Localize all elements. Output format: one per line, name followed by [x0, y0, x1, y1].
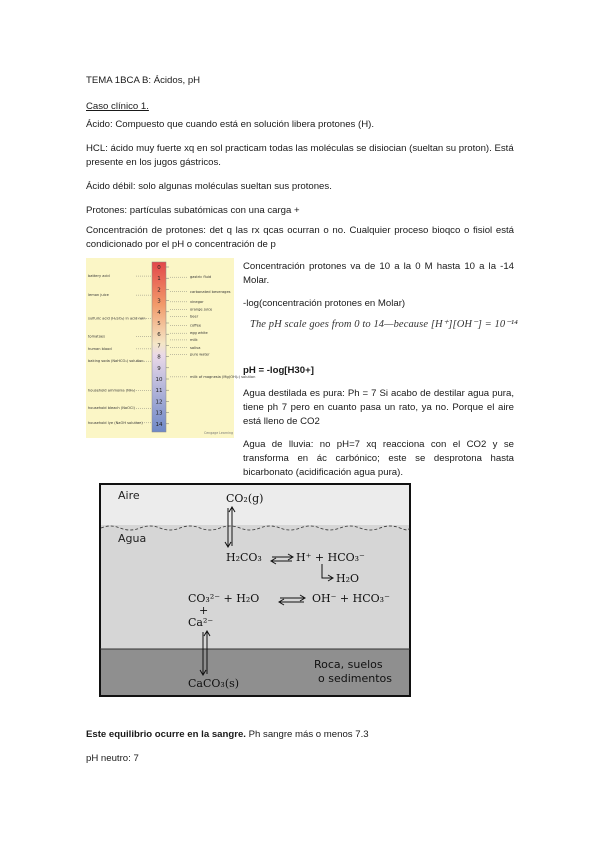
- ph-right-label: milk: [190, 337, 198, 342]
- ph-left-label: household bleach (NaOCl): [88, 406, 135, 411]
- ph-right-label: saliva: [190, 345, 201, 350]
- ph-left-label: lemon juice: [88, 293, 109, 298]
- ph-right-label: coffee: [190, 323, 202, 328]
- protons-paragraph: Protones: partículas subatómicas con una carga +: [86, 205, 300, 216]
- neutral-ph: pH neutro: 7: [86, 753, 139, 764]
- label-agua: Agua: [118, 532, 147, 545]
- ph-number: 10: [155, 377, 163, 383]
- label-sedimentos: o sedimentos: [318, 672, 392, 685]
- calcium-ion: Ca²⁻: [188, 616, 214, 629]
- ph-number: 8: [157, 354, 161, 361]
- weak-acid-paragraph: Ácido débil: solo algunas moléculas sueltan sus protones.: [86, 181, 332, 192]
- ph-left-label: sulfuric acid (H₂SO₄) in acid rain: [88, 316, 146, 321]
- ph-left-label: household ammonia (NH₃): [88, 388, 136, 393]
- ph-number: 9: [157, 365, 161, 372]
- ph-number: 4: [157, 309, 161, 316]
- blood-equilibrium-paragraph: Este equilibrio ocurre en la sangre. Ph sangre más o menos 7.3: [86, 729, 369, 740]
- ph-number: 2: [157, 287, 161, 294]
- ph-number: 7: [157, 343, 161, 350]
- rain-water-paragraph: Agua de lluvia: no pH=7 xq reacciona con el CO2 y se transforma en ác carbónico; este se desprotona hasta bicarbonato (acidificación agua pura).: [243, 439, 514, 478]
- ph-left-label: tomatoes: [88, 334, 106, 339]
- ph-number: 1: [157, 276, 161, 283]
- oh-hco3: OH⁻ + HCO₃⁻: [312, 592, 390, 605]
- ph-scale-figure: [86, 258, 256, 438]
- caco3: CaCO₃(s): [188, 677, 240, 690]
- ph-right-label: beer: [190, 314, 199, 319]
- ph-left-label: battery acid: [88, 274, 110, 279]
- ph-right-label: carbonated beverages: [190, 289, 231, 294]
- h2co3: H₂CO₃: [226, 551, 262, 564]
- ph-formula: pH = -log[H30+]: [243, 365, 314, 376]
- h2o-product: H₂O: [336, 572, 360, 585]
- case-heading: Caso clínico 1.: [86, 101, 149, 112]
- h-plus-hco3: H⁺ + HCO₃⁻: [296, 551, 365, 564]
- ph-left-label: baking soda (NaHCO₃) solution: [88, 359, 144, 364]
- ph-right-label: vinegar: [190, 299, 204, 304]
- plus-sign: +: [199, 604, 209, 617]
- co2-gas: CO₂(g): [226, 492, 264, 505]
- distilled-water-paragraph: Agua destilada es pura: Ph = 7 Si acabo de destilar agua pura, tiene ph 7 pero en cuanto pasa un rato, ya no. Porque el aire está lleno de CO2: [243, 388, 514, 427]
- ph-scale-quote: The pH scale goes from 0 to 14—because [H⁺][OH⁻] = 10⁻¹⁴: [250, 319, 518, 330]
- doc-title: TEMA 1BCA B: Ácidos, pH: [86, 75, 201, 86]
- ph-right-label: egg white: [190, 331, 208, 336]
- proton-range-paragraph: Concentración protones va de 10 a la 0 M hasta 10 a la -14 Molar.: [243, 261, 514, 286]
- carbonate-equilibrium-diagram: [100, 484, 410, 696]
- ph-number: 0: [157, 265, 161, 271]
- ph-number: 12: [155, 399, 163, 406]
- ph-right-label: gastric fluid: [190, 275, 212, 280]
- ph-right-label: pure water: [190, 352, 210, 357]
- ph-credit: Cengage Learning: [204, 431, 234, 435]
- label-roca: Roca, suelos: [314, 658, 383, 671]
- acid-definition: Ácido: Compuesto que cuando está en solución libera protones (H).: [86, 119, 374, 130]
- ph-number: 13: [155, 410, 163, 417]
- ph-right-label: milk of magnesia (Mg(OH)₂) solution: [190, 374, 256, 379]
- ph-number: 14: [155, 421, 163, 428]
- ph-number: 5: [157, 321, 161, 327]
- concentration-paragraph: Concentración de protones: det q las rx qcas ocurran o no. Cualquier proceso bioqco o fisiol está condicionado por el pH o concentración de p: [86, 225, 514, 250]
- ph-number: 3: [157, 298, 161, 305]
- ph-number: 11: [155, 388, 163, 395]
- log-definition: -log(concentración protones en Molar): [243, 298, 406, 309]
- co3-h2o: CO₃²⁻ + H₂O: [188, 592, 260, 605]
- ph-left-label: household lye (NaOH solution): [88, 420, 143, 425]
- ph-left-label: human blood: [88, 346, 112, 351]
- ph-right-label: orange juice: [190, 307, 213, 312]
- ph-number: 6: [157, 332, 161, 339]
- hcl-paragraph: HCL: ácido muy fuerte xq en sol practicam todas las moléculas se disiocian (sueltan su proton). Está presente en los jugos gástricos.: [86, 143, 514, 168]
- label-aire: Aire: [118, 489, 140, 502]
